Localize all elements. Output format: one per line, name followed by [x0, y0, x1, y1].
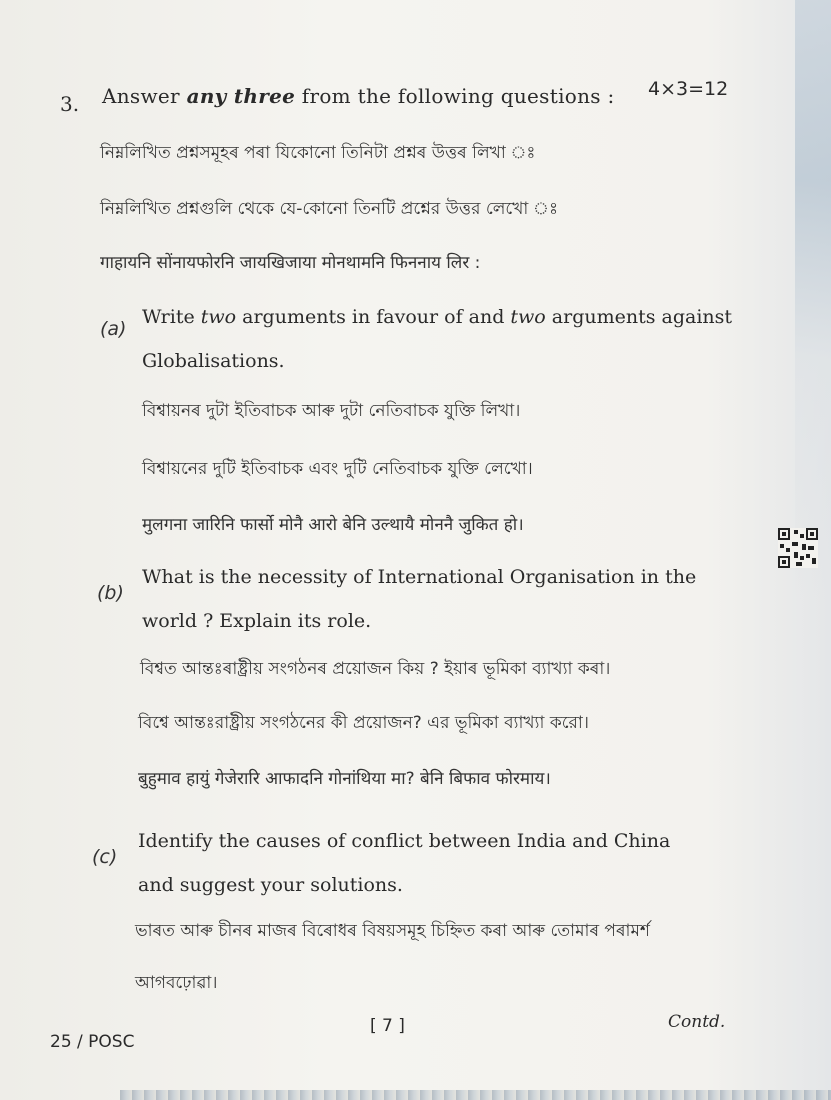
part-c-english-line1: Identify the causes of conflict between India and China [138, 830, 671, 852]
qr-code-icon [778, 528, 818, 568]
part-c-assamese-line1: ভাৰত আৰু চীনৰ মাজৰ বিৰোধৰ বিষয়সমূহ চিহ্নিত কৰা আৰু তোমাৰ পৰামৰ্শ [135, 921, 650, 941]
page-bottom-edge [120, 1090, 831, 1100]
part-b-assamese: বিশ্বত আন্তঃৰাষ্ট্ৰীয় সংগঠনৰ প্ৰয়োজন কিয় ? ইয়াৰ ভূমিকা ব্যাখ্যা কৰা। [140, 659, 611, 679]
instruction-assamese: নিম্নলিখিত প্ৰশ্নসমূহৰ পৰা যিকোনো তিনিটা প্ৰশ্নৰ উত্তৰ লিখা ঃ [100, 143, 536, 163]
part-b-english-line1: What is the necessity of International Organisation in the [142, 566, 697, 588]
page-edge-shadow [795, 0, 831, 600]
question-number: 3. [60, 92, 80, 116]
part-b-label: (b) [97, 582, 124, 604]
part-c-english-line2: and suggest your solutions. [138, 874, 403, 896]
continued-note: Contd. [668, 1012, 726, 1032]
part-a-bengali: বিশ্বায়নের দুটি ইতিবাচক এবং দুটি নেতিবাচক যুক্তি লেখো। [142, 459, 533, 479]
part-b-english-line2: world ? Explain its role. [142, 610, 372, 632]
part-a-assamese: বিশ্বায়নৰ দুটা ইতিবাচক আৰু দুটা নেতিবাচক যুক্তি লিখা। [142, 401, 521, 421]
part-a-english-line2: Globalisations. [142, 350, 285, 372]
part-b-bodo: बुहुमाव हायुं गेजेरारि आफादनि गोनांथिया मा? बेनि बिफाव फोरमाय। [138, 769, 551, 789]
part-a-bodo: मुलगना जारिनि फार्सो मोनै आरो बेनि उल्थायै मोननै जुकित हो। [142, 515, 524, 535]
instruction-bodo: गाहायनि सोंनायफोरनि जायखिजाया मोनथामनि फिननाय लिर : [100, 253, 481, 273]
part-c-label: (c) [92, 846, 118, 868]
question-instruction: Answer any three from the following questions : [102, 84, 615, 108]
part-a-label: (a) [100, 318, 127, 340]
instruction-bengali: নিম্নলিখিত প্রশ্নগুলি থেকে যে-কোনো তিনটি প্রশ্নের উত্তর লেখো ঃ [100, 199, 559, 219]
part-b-bengali: বিশ্বে আন্তঃরাষ্ট্রীয় সংগঠনের কী প্রয়োজন? এর ভূমিকা ব্যাখ্যা করো। [138, 713, 589, 733]
part-a-english-line1: Write two arguments in favour of and two arguments against [142, 306, 733, 328]
paper-code: 25 / POSC [50, 1032, 135, 1052]
instruction-emphasis: any three [186, 84, 296, 108]
marks-allocation: 4×3=12 [648, 78, 729, 100]
page-number: [ 7 ] [370, 1016, 405, 1036]
part-c-assamese-line2: আগবঢ়োৱা। [135, 973, 218, 993]
